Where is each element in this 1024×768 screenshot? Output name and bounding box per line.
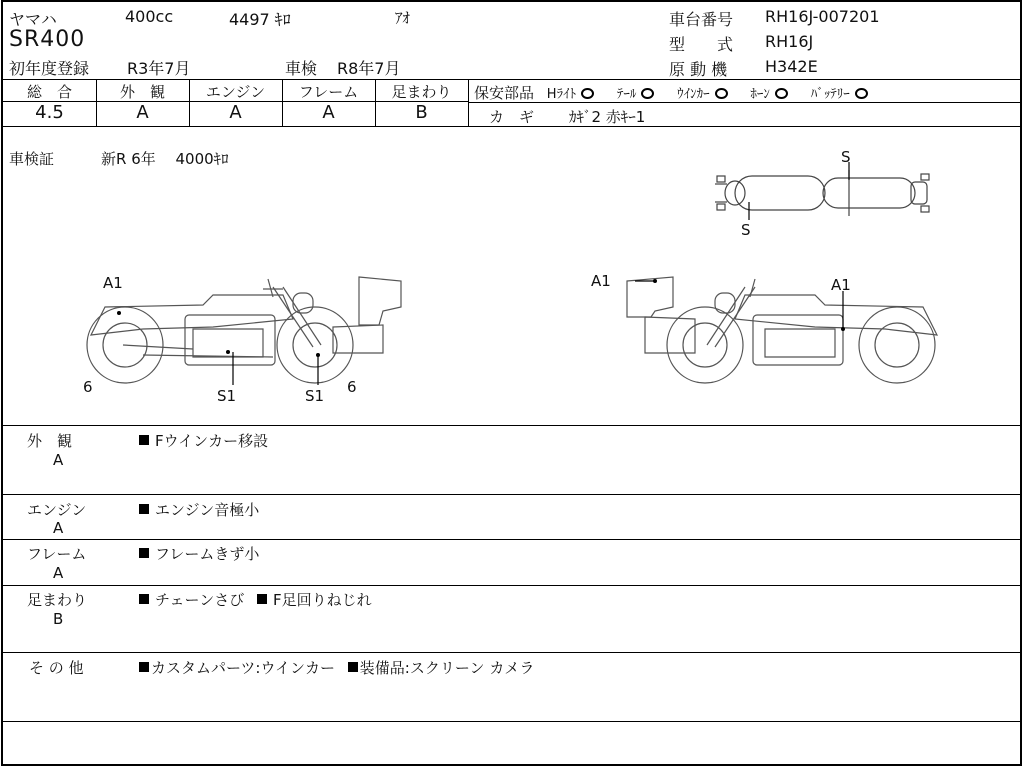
bullet-square-icon bbox=[139, 548, 149, 558]
comment-item: フレームきず小 bbox=[155, 545, 260, 563]
grade-header-suspension: 足まわり bbox=[391, 83, 452, 101]
ok-circle-icon bbox=[581, 88, 594, 99]
ok-circle-icon bbox=[855, 88, 868, 99]
frame-number-value: RH16J-007201 bbox=[765, 7, 880, 26]
damage-mark: S bbox=[841, 148, 851, 166]
damage-mark: A1 bbox=[831, 276, 851, 294]
maker: ヤマハ bbox=[9, 10, 57, 29]
comment-items-frame bbox=[139, 543, 259, 564]
grade-header-exterior: 外 観 bbox=[119, 83, 165, 101]
safety-item-winker: ｳｲﾝｶｰ bbox=[677, 87, 710, 102]
safety-item-headlight: Hﾗｲﾄ bbox=[546, 87, 577, 102]
bike-top-view bbox=[711, 162, 941, 222]
comment-item: F足回りねじれ bbox=[273, 591, 372, 609]
bike-left-view bbox=[83, 267, 413, 387]
ok-circle-icon bbox=[715, 88, 728, 99]
comment-label-engine: エンジン bbox=[27, 501, 87, 519]
comment-item: Fウインカー移設 bbox=[155, 432, 269, 450]
bike-right-view bbox=[615, 267, 945, 387]
color: ｱｵ bbox=[395, 9, 411, 27]
comment-items-other bbox=[139, 657, 534, 678]
frame-number-label: 車台番号 bbox=[669, 10, 734, 29]
safety-item-taillight: ﾃｰﾙ bbox=[616, 87, 637, 102]
comment-items-suspension bbox=[139, 589, 372, 610]
comment-label-suspension: 足まわり bbox=[27, 591, 88, 609]
safety-item-horn: ﾎｰﾝ bbox=[750, 87, 770, 102]
bullet-square-icon bbox=[139, 504, 149, 514]
grade-value-exterior: A bbox=[136, 102, 149, 123]
comment-grade-engine: A bbox=[53, 519, 64, 537]
comment-grade-frame: A bbox=[53, 564, 64, 582]
damage-mark: 6 bbox=[83, 378, 93, 396]
ok-circle-icon bbox=[641, 88, 654, 99]
damage-mark: S1 bbox=[305, 387, 325, 405]
comment-items-engine bbox=[139, 499, 259, 520]
grade-header-engine: エンジン bbox=[205, 83, 266, 101]
damage-mark: S1 bbox=[217, 387, 237, 405]
damage-mark: S bbox=[741, 221, 751, 239]
bullet-square-icon bbox=[348, 662, 358, 672]
grade-value-engine: A bbox=[229, 102, 242, 123]
comment-label-frame: フレーム bbox=[27, 545, 87, 563]
comment-item: 装備品:スクリーン カメラ bbox=[359, 659, 535, 677]
grade-value-suspension: B bbox=[415, 102, 428, 123]
divider bbox=[3, 652, 1020, 653]
divider bbox=[3, 425, 1020, 426]
damage-mark: A1 bbox=[103, 274, 123, 292]
grade-value-overall: 4.5 bbox=[35, 102, 64, 123]
inspection-value: R8年7月 bbox=[337, 59, 401, 78]
ok-circle-icon bbox=[775, 88, 788, 99]
divider bbox=[468, 79, 469, 127]
mileage: 4497 ｷﾛ bbox=[229, 10, 291, 29]
shaken-label: 車検証 bbox=[9, 150, 55, 168]
divider bbox=[3, 539, 1020, 540]
comment-item: チェーンさび bbox=[155, 591, 245, 609]
type-label: 型 式 bbox=[669, 35, 734, 54]
inspection-sheet bbox=[1, 0, 1022, 766]
bullet-square-icon bbox=[257, 594, 267, 604]
comment-grade-exterior: A bbox=[53, 451, 64, 469]
engine-model-label: 原 動 機 bbox=[669, 60, 728, 79]
key-value: ｶｷﾞ2 赤ｷｰ1 bbox=[569, 108, 646, 126]
safety-parts-label: 保安部品 bbox=[474, 84, 535, 102]
comment-grade-suspension: B bbox=[53, 610, 64, 628]
damage-mark: A1 bbox=[591, 272, 611, 290]
model-name: SR400 bbox=[9, 27, 86, 52]
grade-header-frame: フレーム bbox=[298, 83, 359, 101]
first-registration-value: R3年7月 bbox=[127, 59, 191, 78]
comment-label-other: そ の 他 bbox=[29, 659, 84, 677]
bullet-square-icon bbox=[139, 662, 149, 672]
safety-parts-row bbox=[474, 82, 878, 103]
divider bbox=[3, 494, 1020, 495]
inspection-label: 車検 bbox=[285, 59, 318, 78]
damage-mark: 6 bbox=[347, 378, 357, 396]
key-label: カ ギ bbox=[489, 108, 535, 126]
bullet-square-icon bbox=[139, 594, 149, 604]
grade-value-frame: A bbox=[322, 102, 335, 123]
safety-item-battery: ﾊﾞｯﾃﾘｰ bbox=[810, 87, 850, 102]
comment-item: カスタムパーツ:ウインカー bbox=[151, 659, 336, 677]
comment-item: エンジン音極小 bbox=[155, 501, 260, 519]
bullet-square-icon bbox=[139, 435, 149, 445]
shaken-value: 新R 6年 4000ｷﾛ bbox=[101, 150, 229, 168]
displacement: 400cc bbox=[125, 7, 174, 26]
divider bbox=[3, 79, 1020, 80]
first-registration-label: 初年度登録 bbox=[9, 59, 90, 78]
divider bbox=[3, 585, 1020, 586]
type-value: RH16J bbox=[765, 32, 814, 51]
engine-model-value: H342E bbox=[765, 57, 818, 76]
comment-label-exterior: 外 観 bbox=[27, 432, 73, 450]
comment-items-exterior bbox=[139, 430, 268, 451]
divider bbox=[3, 721, 1020, 722]
grade-header-overall: 総 合 bbox=[26, 83, 72, 101]
